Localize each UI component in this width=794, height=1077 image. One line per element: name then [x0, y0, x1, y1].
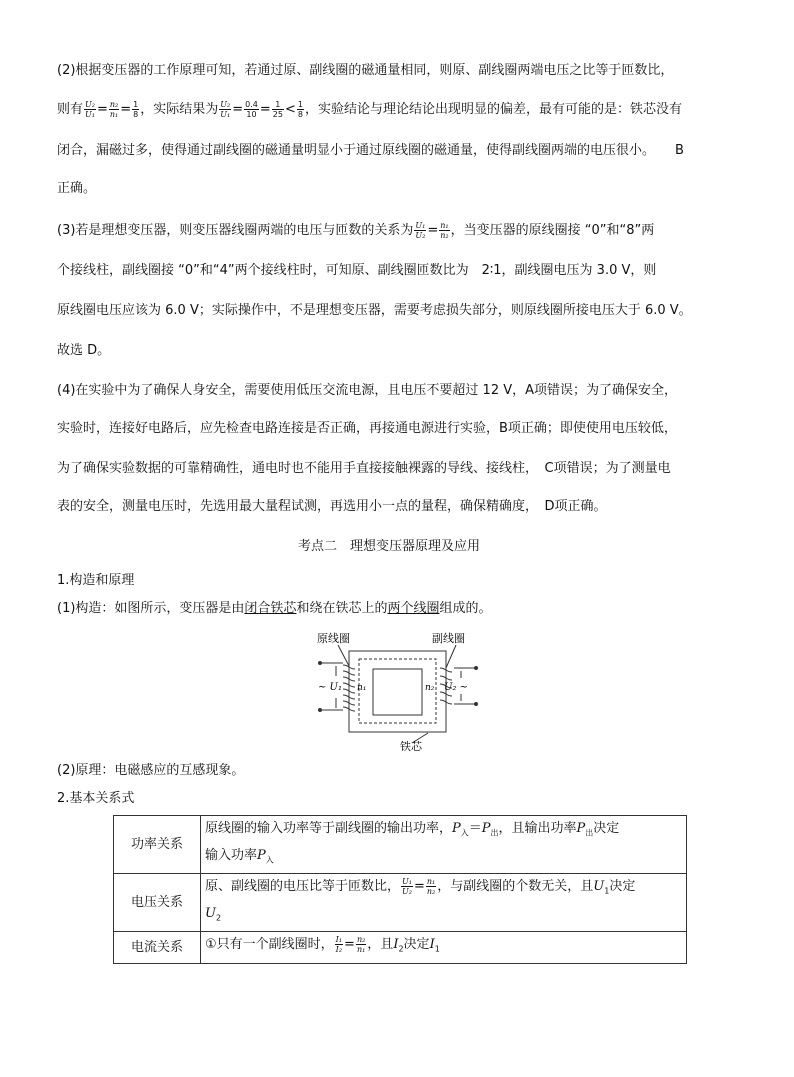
frac-num: n₁ [426, 877, 436, 887]
fraction [219, 100, 231, 119]
frac-den: I₂ [335, 945, 343, 955]
p4-line-2: 实验时，连接好电路后，应先检查电路连接是否正确，再接通电源进行实验，B项正确；即使使用电压较低， [57, 421, 677, 436]
eq: = [413, 879, 425, 895]
text: 输入功率 [205, 847, 258, 863]
fraction [109, 100, 119, 119]
text: 原、副线圈的电压比等于匝数比， [205, 879, 401, 895]
text: (1)构造：如图所示，变压器是由 [57, 601, 245, 616]
row-key: 电流关系 [114, 932, 201, 964]
subscript: 入 [265, 855, 274, 865]
symbol: U [205, 905, 216, 921]
primary-coil-label: 原线圈 [317, 632, 350, 645]
symbol: U [593, 879, 605, 895]
eq: = [427, 223, 439, 238]
fraction [132, 100, 139, 119]
row-value [201, 816, 687, 874]
fraction [414, 221, 426, 240]
symbol: P [452, 821, 461, 836]
text: ，实际结果为 [140, 102, 219, 117]
subscript: 2 [215, 913, 222, 923]
p3-line-3: 原线圈电压应该为 6.0 V；实际操作中，不是理想变压器，需要考虑损失部分，则原线圈所接电压大于 6.0 V。 [57, 303, 692, 318]
row-value [201, 932, 687, 964]
transformer-diagram [316, 628, 478, 753]
fraction [244, 100, 259, 119]
frac-num: 1 [272, 100, 284, 110]
frac-den: U₁ [85, 110, 95, 119]
text: ，当变压器的原线圈接 “0”和“8”两 [450, 223, 655, 238]
frac-num: U₁ [402, 877, 412, 887]
p2-line-3 [57, 141, 684, 161]
p3-line-4: 故选 D。 [57, 343, 111, 358]
frac-num: 1 [133, 100, 139, 109]
p4-line-3: 为了确保实验数据的可靠精确性，通电时也不能用手直接接触裸露的导线、接线柱， C项错误；为了测量电 [57, 461, 671, 476]
underlined-term: 两个线圈 [387, 601, 440, 616]
table-row [114, 874, 687, 932]
text: 决定 [593, 821, 620, 836]
p3-line-1 [57, 221, 654, 241]
fraction [335, 935, 343, 954]
text: B [675, 143, 684, 158]
n2-label: n₂ [425, 683, 435, 693]
p2-line-4: 正确。 [57, 181, 97, 196]
fraction [356, 935, 366, 954]
p4-line-1: (4)在实验中为了确保人身安全，需要使用低压交流电源，且电压不要超过 12 V，A项错误；为了确保安全， [57, 383, 678, 398]
u2-label: U₂ ~ [444, 682, 468, 693]
p4-line-4: 表的安全，测量电压时，先选用最大量程试测，再选用小一点的量程，确保精确度， D项正确。 [57, 499, 607, 514]
text: 闭合，漏磁过多，使得通过副线圈的磁通量明显小于通过原线圈的磁通量，使得副线圈两端的电压很小。 [57, 143, 656, 158]
principle-line: (2)原理：电磁感应的互感现象。 [57, 763, 245, 778]
text: 决定 [609, 879, 636, 895]
fraction [401, 877, 413, 896]
frac-num: 1 [297, 100, 303, 109]
frac-den: n₂ [440, 231, 449, 240]
text: 决定 [403, 937, 430, 953]
table-row [114, 816, 687, 874]
text: 则有 [57, 102, 84, 117]
relations-table [113, 815, 687, 964]
frac-den: 10 [246, 110, 257, 119]
frac-den: 8 [133, 110, 139, 119]
frac-den: U₁ [220, 110, 231, 119]
fraction [439, 221, 449, 240]
p2-line-2 [57, 100, 682, 120]
frac-num: I₁ [335, 935, 343, 945]
subscript: 2 [398, 944, 404, 954]
fraction [297, 100, 304, 119]
frac-num: 0.4 [245, 100, 258, 109]
frac-num: n₁ [440, 221, 449, 230]
text: 和绕在铁芯上的 [296, 601, 388, 616]
lt: < [284, 102, 296, 117]
text: (3)若是理想变压器，则变压器线圈两端的电压与匝数的关系为 [57, 223, 414, 238]
frac-den: n₁ [356, 945, 366, 955]
u1-label: ~ U₁ [318, 682, 342, 693]
subscript: 出 [585, 828, 594, 838]
eq: ＝ [468, 821, 482, 836]
frac-num: n₂ [356, 935, 366, 945]
subscript: 出 [490, 828, 499, 838]
core-label: 铁芯 [400, 740, 422, 753]
n1-label: n₁ [357, 683, 367, 693]
secondary-coil-label: 副线圈 [432, 632, 465, 645]
row-key: 电压关系 [114, 874, 201, 932]
frac-num: n₂ [109, 100, 119, 109]
symbol: P [576, 821, 586, 836]
frac-den: 8 [297, 110, 303, 119]
p2-line-1: (2)根据变压器的工作原理可知，若通过原、副线圈的磁通量相同，则原、副线圈两端电压之比等于匝数比， [57, 63, 674, 78]
symbol: P [257, 847, 266, 863]
subscript: 入 [460, 828, 469, 838]
fraction [84, 100, 96, 119]
symbol: I [429, 937, 435, 953]
text: ①只有一个副线圈时， [205, 937, 334, 953]
eq: = [120, 102, 132, 117]
frac-den: U₂ [415, 231, 426, 240]
frac-num: U₂ [220, 100, 231, 109]
frac-den: U₂ [402, 887, 412, 897]
text: ，实验结论与理论结论出现明显的偏差，最有可能的是：铁芯没有 [304, 102, 682, 117]
eq: = [232, 102, 244, 117]
eq: = [96, 102, 108, 117]
table-row [114, 932, 687, 964]
text: ，且输出功率 [498, 821, 577, 836]
subsection-title-2: 2.基本关系式 [57, 791, 135, 806]
fraction [426, 877, 436, 896]
symbol: I [393, 937, 399, 953]
symbol: P [481, 821, 491, 836]
subsection-title: 1.构造和原理 [57, 573, 135, 588]
core-inner [373, 669, 422, 715]
underlined-term: 闭合铁芯 [244, 601, 297, 616]
subscript: 1 [434, 944, 440, 954]
text: ，且 [367, 937, 394, 953]
p3-line-2: 个接线柱，副线圈接 “0”和“4”两个接线柱时，可知原、副线圈匝数比为 2∶1，副线圈电压为 3.0 V，则 [57, 263, 657, 278]
text: 组成的。 [439, 601, 492, 616]
subscript: 1 [604, 886, 610, 896]
frac-num: U₂ [85, 100, 95, 109]
row-value [201, 874, 687, 932]
text: ，与副线圈的个数无关，且 [437, 879, 594, 895]
eq: = [259, 102, 271, 117]
eq: = [344, 937, 355, 953]
frac-num: U₁ [415, 221, 426, 230]
frac-den: 25 [272, 110, 283, 119]
text: 原线圈的输入功率等于副线圈的输出功率， [205, 821, 453, 836]
frac-den: n₂ [426, 887, 436, 897]
construction-line [57, 599, 491, 619]
fraction [272, 100, 284, 119]
section-title: 考点二 理想变压器原理及应用 [298, 539, 481, 554]
row-key: 功率关系 [114, 816, 201, 874]
frac-den: n₁ [109, 110, 119, 119]
